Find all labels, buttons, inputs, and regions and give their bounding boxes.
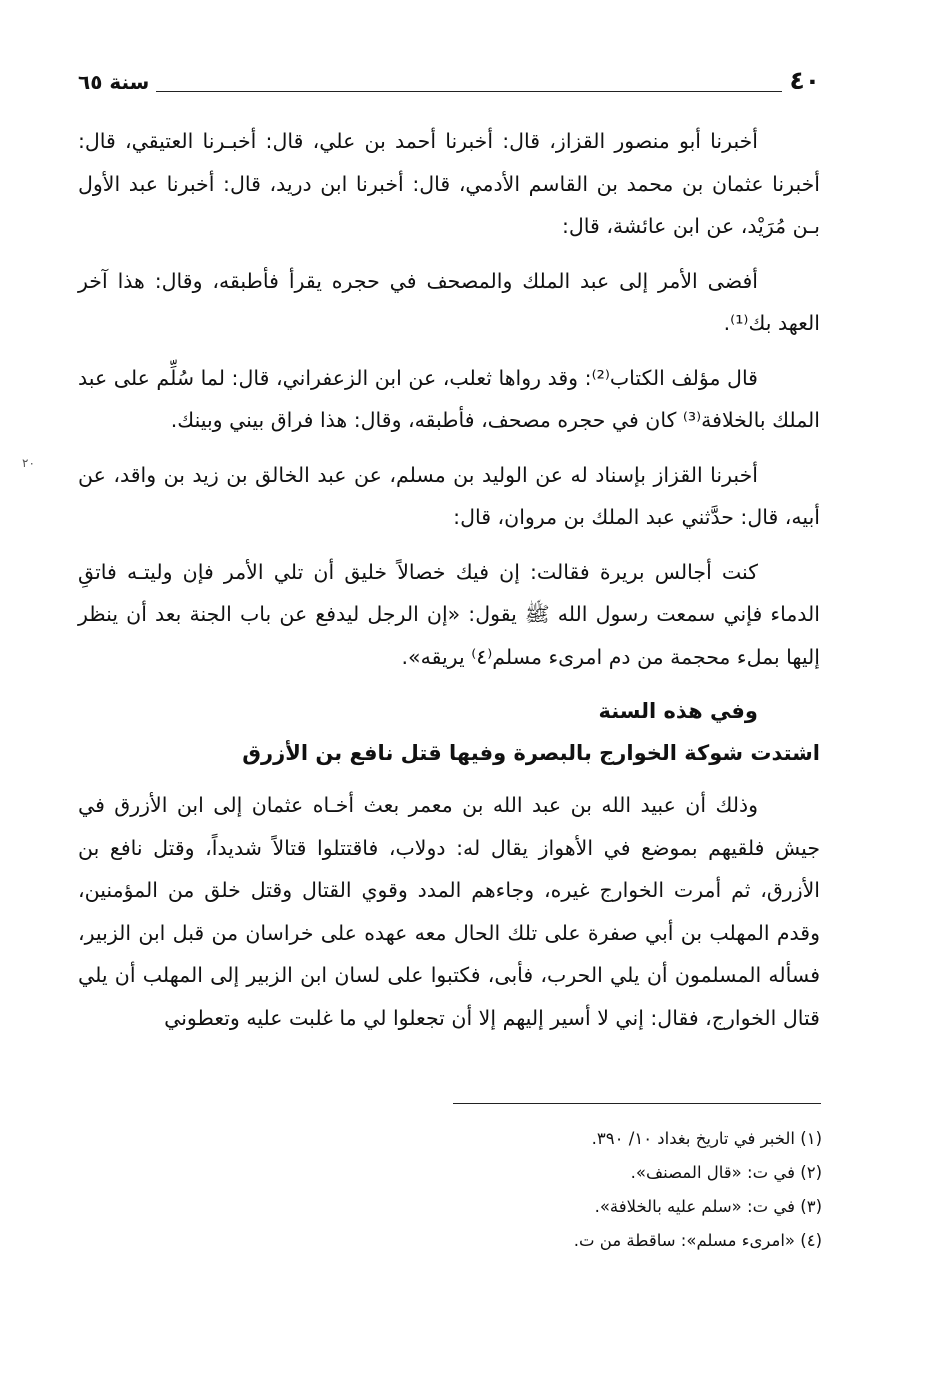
paragraph: أخبرنا القزاز بإسناد له عن الوليد بن مسلم، عن عبد الخالق بن زيد بن واقد، عن أبيه، قال: حدَّثني عبد الملك بن مروان، قال: xyxy=(78,462,820,529)
footnote: (٣) في ت: «سلم عليه بالخلافة». xyxy=(594,1197,822,1216)
running-header xyxy=(78,66,820,100)
header-rule xyxy=(156,91,782,92)
footnote: (١) الخبر في تاريخ بغداد ١٠/ ٣٩٠. xyxy=(591,1129,822,1148)
paragraph: أفضى الأمر إلى عبد الملك والمصحف في حجره يقرأ فأطبقه، وقال: هذا آخر العهد بك⁽¹⁾. xyxy=(78,268,820,335)
margin-mark: ٢٠ xyxy=(22,456,35,470)
section-title: اشتدت شوكة الخوارج بالبصرة وفيها قتل نافع بن الأزرق xyxy=(242,741,820,765)
page-number: ٤٠ xyxy=(789,66,820,95)
footnote-separator xyxy=(453,1103,821,1104)
paragraph: كنت أجالس بريرة فقالت: إن فيك خصالاً خليق أن تلي الأمر فإن وليتـه فاتقِ الدماء فإني سمعت رسول الله ﷺ يقول: «إن الرجل ليدفع عن باب الجنة بعد أن ينظر إليها بملء محجمة من دم امرىء مسلم⁽٤⁾ يريقه». xyxy=(78,559,820,669)
paragraph: أخبرنا أبو منصور القزاز، قال: أخبرنا أحمد بن علي، قال: أخبـرنا العتيقي، قال: أخبرنا عثمان بن محمد بن القاسم الأدمي، قال: أخبرنا ابن دريد، قال: أخبرنا عبد الأول بـن مُرَيْد، عن ابن عائشة، قال: xyxy=(78,129,820,238)
footnote: (٤) «امرىء مسلم»: ساقطة من ت. xyxy=(573,1231,822,1250)
footnote: (٢) في ت: «قال المصنف». xyxy=(630,1163,822,1182)
section-heading: وفي هذه السنة xyxy=(598,699,758,723)
paragraph: قال مؤلف الكتاب⁽²⁾: وقد رواها ثعلب، عن ابن الزعفراني، قال: لما سُلِّم على عبد الملك بالخلافة⁽³⁾ كان في حجره مصحف، فأطبقه، وقال: هذا فراق بيني وبينك. xyxy=(78,365,820,432)
year-label: سنة ٦٥ xyxy=(78,70,150,94)
paragraph: وذلك أن عبيد الله بن عبد الله بن معمر بعث أخـاه عثمان إلى ابن الأزرق في جيش فلقيهم بموضع في الأهواز يقال له: دولاب، فاقتتلوا قتالاً شديداً، وقتل نافع بن الأزرق، ثم أمرت الخوارج غيره، وجاءهم المدد وقوي القتال وقتل خلق من المؤمنين، وقدم المهلب بن أبي صفرة على تلك الحال معه عهده على خراسان من قبل ابن الزبير، فسأله المسلمون أن يلي الحرب، فأبى، فكتبوا على لسان ابن الزبير إلى المهلب أن يلي قتال الخوارج، فقال: إني لا أسير إليهم إلا أن تجعلوا لي ما غلبت عليه وتعطوني xyxy=(78,793,820,1030)
main-text xyxy=(78,120,820,1051)
footnotes xyxy=(300,1122,822,1258)
